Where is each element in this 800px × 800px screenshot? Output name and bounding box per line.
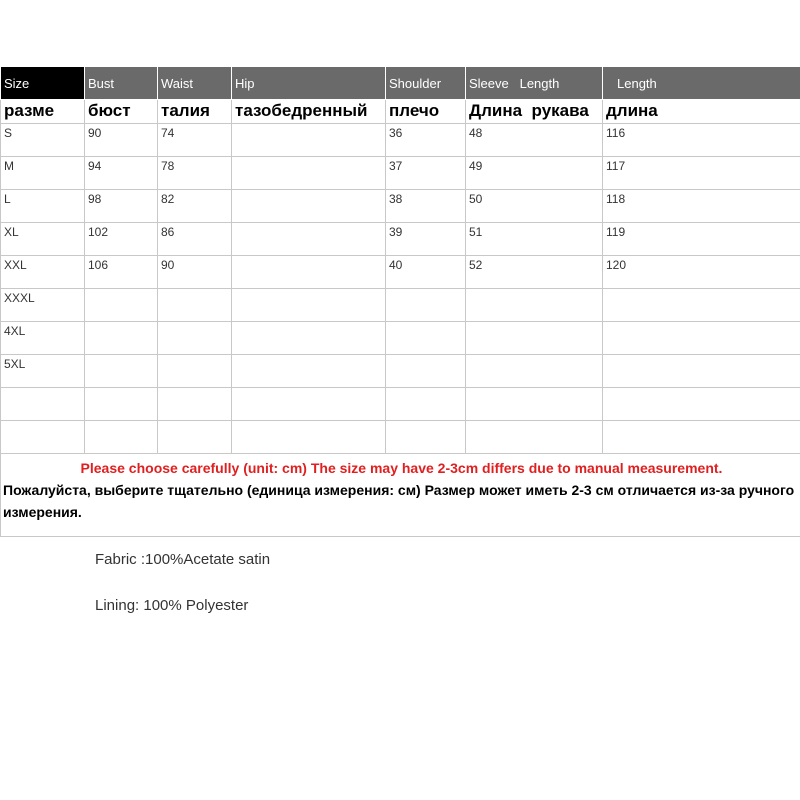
table-cell	[85, 421, 158, 454]
table-cell	[1, 421, 85, 454]
table-cell	[232, 388, 386, 421]
table-cell	[232, 190, 386, 223]
table-cell	[603, 289, 800, 322]
header-cell: Hip	[232, 67, 386, 100]
table-cell	[386, 421, 466, 454]
table-cell	[232, 124, 386, 157]
table-row	[1, 124, 800, 157]
table-cell: XXL	[1, 256, 85, 289]
note-cell	[1, 454, 800, 537]
table-cell	[85, 388, 158, 421]
russian-header-cell: Длина рукава	[466, 100, 603, 124]
table-cell: 51	[466, 223, 603, 256]
table-cell	[386, 289, 466, 322]
table-cell: 90	[85, 124, 158, 157]
fabric-info: Fabric :100%Acetate satin	[95, 551, 271, 568]
table-cell: 49	[466, 157, 603, 190]
table-cell	[232, 421, 386, 454]
table-cell: 78	[158, 157, 232, 190]
size-table	[0, 66, 800, 537]
table-cell: 117	[603, 157, 800, 190]
russian-header-row	[1, 100, 800, 124]
table-cell: 98	[85, 190, 158, 223]
table-cell	[466, 355, 603, 388]
table-cell: 74	[158, 124, 232, 157]
table-cell	[232, 256, 386, 289]
header-cell: Bust	[85, 67, 158, 100]
table-cell: XL	[1, 223, 85, 256]
table-cell	[85, 322, 158, 355]
table-cell	[158, 355, 232, 388]
table-row	[1, 421, 800, 454]
table-cell	[466, 421, 603, 454]
table-cell: 48	[466, 124, 603, 157]
lining-info: Lining: 100% Polyester	[95, 597, 249, 614]
table-cell: 102	[85, 223, 158, 256]
table-cell	[158, 289, 232, 322]
russian-header-cell: бюст	[85, 100, 158, 124]
header-cell: Sleeve Length	[466, 67, 603, 100]
table-cell	[158, 421, 232, 454]
russian-header-cell: длина	[603, 100, 800, 124]
table-cell	[466, 289, 603, 322]
table-cell	[603, 355, 800, 388]
table-cell: 82	[158, 190, 232, 223]
note-english: Please choose carefully (unit: cm) The size may have 2-3cm differs due to manual measurement.	[80, 460, 723, 476]
header-cell: Length	[603, 67, 800, 100]
table-cell: 119	[603, 223, 800, 256]
table-cell: XXXL	[1, 289, 85, 322]
table-cell	[386, 355, 466, 388]
table-cell	[85, 355, 158, 388]
header-cell: Size	[1, 67, 85, 100]
table-cell: 40	[386, 256, 466, 289]
table-cell: 118	[603, 190, 800, 223]
table-cell	[85, 289, 158, 322]
table-cell	[386, 322, 466, 355]
table-cell: 52	[466, 256, 603, 289]
table-row	[1, 355, 800, 388]
table-row	[1, 388, 800, 421]
table-cell	[603, 388, 800, 421]
table-cell: 106	[85, 256, 158, 289]
table-cell: 90	[158, 256, 232, 289]
table-cell: 120	[603, 256, 800, 289]
table-cell: 86	[158, 223, 232, 256]
table-cell	[232, 289, 386, 322]
header-cell: Waist	[158, 67, 232, 100]
table-row	[1, 157, 800, 190]
table-cell	[158, 322, 232, 355]
table-row	[1, 256, 800, 289]
table-cell	[232, 223, 386, 256]
table-cell	[232, 322, 386, 355]
table-cell	[232, 355, 386, 388]
table-cell: 5XL	[1, 355, 85, 388]
table-cell: 37	[386, 157, 466, 190]
table-cell: L	[1, 190, 85, 223]
table-row	[1, 322, 800, 355]
russian-header-cell: тазобедренный	[232, 100, 386, 124]
table-cell	[1, 388, 85, 421]
table-cell	[158, 388, 232, 421]
table-row	[1, 223, 800, 256]
header-cell: Shoulder	[386, 67, 466, 100]
table-cell	[386, 388, 466, 421]
table-cell: 116	[603, 124, 800, 157]
russian-header-cell: плечо	[386, 100, 466, 124]
table-row	[1, 289, 800, 322]
note-row	[1, 454, 800, 537]
table-cell: S	[1, 124, 85, 157]
table-cell	[232, 157, 386, 190]
note-russian: Пожалуйста, выберите тщательно (единица измерения: см) Размер может иметь 2-3 см отличается из-за ручного измерения.	[3, 482, 795, 520]
russian-header-cell: талия	[158, 100, 232, 124]
table-cell	[603, 421, 800, 454]
russian-header-cell: разме	[1, 100, 85, 124]
table-cell	[466, 322, 603, 355]
table-cell: 38	[386, 190, 466, 223]
table-row	[1, 190, 800, 223]
table-cell	[466, 388, 603, 421]
table-cell: 4XL	[1, 322, 85, 355]
table-cell: 36	[386, 124, 466, 157]
table-cell: 50	[466, 190, 603, 223]
table-cell: M	[1, 157, 85, 190]
table-cell: 94	[85, 157, 158, 190]
header-row	[1, 67, 800, 100]
table-cell	[603, 322, 800, 355]
table-cell: 39	[386, 223, 466, 256]
